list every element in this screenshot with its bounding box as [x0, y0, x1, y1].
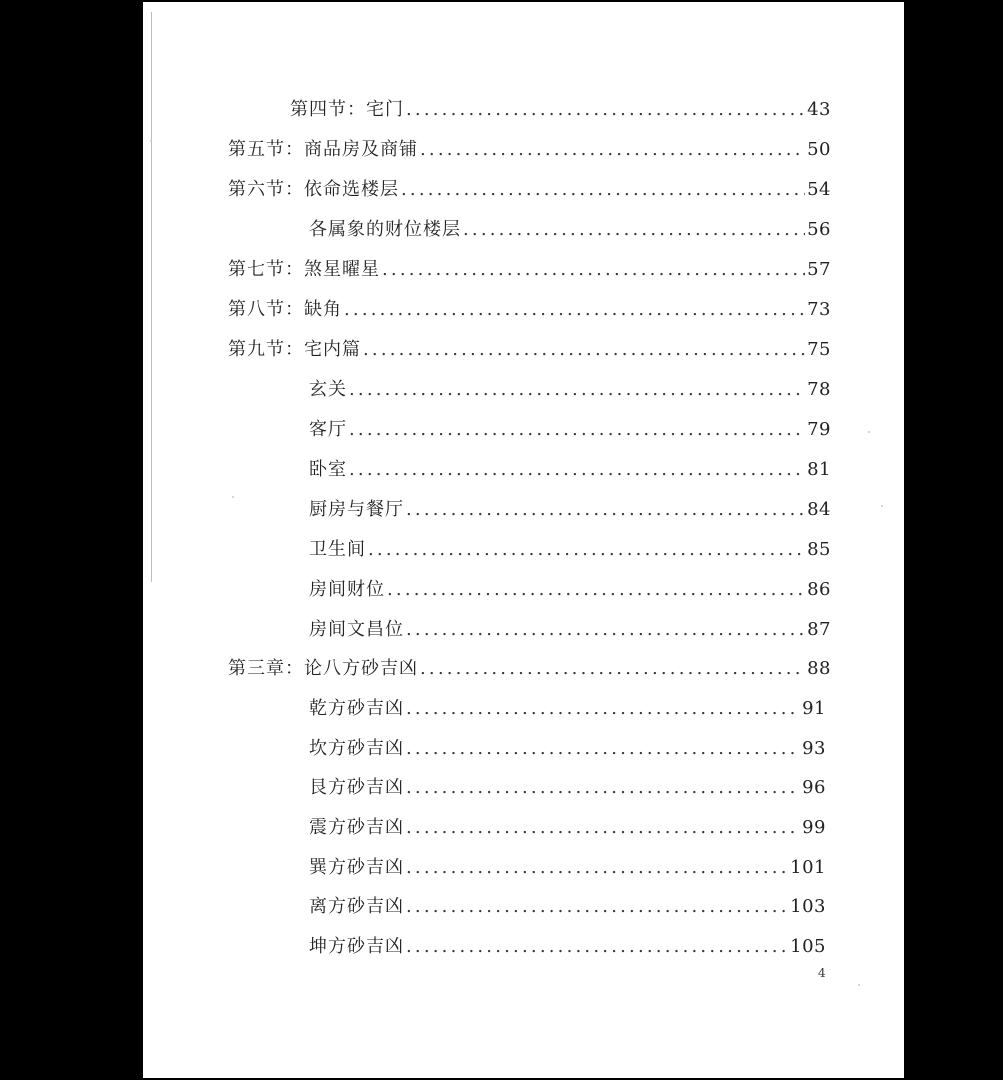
- toc-entry-page: 54: [807, 179, 831, 200]
- toc-entry-page: 85: [807, 539, 831, 560]
- toc-entry-label: 震方砂吉凶: [309, 817, 404, 838]
- toc-leader-dots: [401, 179, 805, 200]
- toc-leader-dots: [387, 579, 805, 600]
- toc-entry-page: 57: [807, 259, 831, 280]
- toc-entry-page: 101: [790, 857, 826, 878]
- page-number: 4: [818, 966, 826, 980]
- toc-entry-page: 43: [807, 99, 831, 120]
- toc-entry-label: 坤方砂吉凶: [309, 936, 404, 957]
- toc-entry: [309, 575, 831, 605]
- toc-entry-label: 客厅: [309, 419, 347, 440]
- toc-entry: [309, 495, 831, 525]
- toc-entry: [309, 694, 826, 724]
- scan-speck: [881, 505, 883, 507]
- toc-entry-page: 78: [807, 379, 831, 400]
- toc-entry-label: 第八节：缺角: [228, 299, 342, 320]
- toc-entry: [309, 215, 831, 245]
- toc-entry-label: 玄关: [309, 379, 347, 400]
- toc-entry-page: 73: [807, 299, 831, 320]
- toc-leader-dots: [344, 299, 805, 320]
- toc-entry: [309, 853, 826, 883]
- toc-leader-dots: [368, 539, 805, 560]
- toc-leader-dots: [349, 419, 805, 440]
- toc-entry-label: 第六节：依命选楼层: [228, 179, 399, 200]
- toc-leader-dots: [406, 817, 800, 838]
- scan-edge-line: [151, 12, 152, 582]
- toc-leader-dots: [420, 658, 805, 679]
- toc-entry-label: 坎方砂吉凶: [309, 738, 404, 759]
- toc-entry-page: 93: [802, 738, 826, 759]
- toc-leader-dots: [406, 936, 788, 957]
- toc-entry: [228, 175, 831, 205]
- toc-leader-dots: [363, 339, 805, 360]
- toc-entry: [309, 773, 826, 803]
- toc-leader-dots: [406, 738, 800, 759]
- toc-entry: [309, 455, 831, 485]
- scan-speck: [232, 496, 234, 498]
- toc-entry: [309, 892, 826, 922]
- toc-entry-label: 离方砂吉凶: [309, 896, 404, 917]
- toc-entry-label: 房间财位: [309, 579, 385, 600]
- toc-entry: [309, 535, 831, 565]
- scan-speck: [868, 431, 870, 433]
- toc-entry-page: 56: [807, 219, 831, 240]
- toc-entry-page: 87: [807, 619, 831, 640]
- toc-leader-dots: [406, 698, 800, 719]
- toc-leader-dots: [406, 857, 788, 878]
- toc-entry-page: 84: [807, 499, 831, 520]
- toc-entry-label: 卧室: [309, 459, 347, 480]
- toc-entry-page: 81: [807, 459, 831, 480]
- toc-entry-label: 厨房与餐厅: [309, 499, 404, 520]
- toc-entry-label: 第九节：宅内篇: [228, 339, 361, 360]
- toc-leader-dots: [463, 219, 805, 240]
- toc-entry-page: 91: [802, 698, 826, 719]
- toc-entry: [228, 335, 831, 365]
- toc-entry: [228, 135, 831, 165]
- toc-leader-dots: [406, 99, 805, 120]
- toc-entry: [309, 932, 826, 962]
- toc-entry: [309, 415, 831, 445]
- toc-entry-label: 巽方砂吉凶: [309, 857, 404, 878]
- toc-entry-page: 103: [790, 896, 826, 917]
- toc-entry-page: 79: [807, 419, 831, 440]
- toc-entry-page: 75: [807, 339, 831, 360]
- toc-leader-dots: [382, 259, 805, 280]
- toc-entry-label: 第七节：煞星曜星: [228, 259, 380, 280]
- toc-entry-page: 99: [802, 817, 826, 838]
- toc-entry-label: 第三章：论八方砂吉凶: [228, 658, 418, 679]
- toc-entry-page: 86: [807, 579, 831, 600]
- toc-entry-label: 卫生间: [309, 539, 366, 560]
- toc-entry: [309, 615, 831, 645]
- toc-entry-label: 艮方砂吉凶: [309, 777, 404, 798]
- toc-entry-label: 第四节：宅门: [290, 99, 404, 120]
- toc-leader-dots: [349, 379, 805, 400]
- scan-speck: [150, 140, 152, 142]
- toc-entry: [309, 375, 831, 405]
- toc-entry-page: 105: [790, 936, 826, 957]
- toc-entry-label: 各属象的财位楼层: [309, 219, 461, 240]
- toc-leader-dots: [406, 619, 805, 640]
- toc-entry: [228, 654, 831, 684]
- toc-entry-label: 乾方砂吉凶: [309, 698, 404, 719]
- toc-leader-dots: [406, 499, 805, 520]
- toc-leader-dots: [406, 896, 788, 917]
- toc-leader-dots: [406, 777, 800, 798]
- toc-entry: [228, 295, 831, 325]
- toc-entry-page: 88: [807, 658, 831, 679]
- toc-entry-label: 房间文昌位: [309, 619, 404, 640]
- toc-entry: [309, 734, 826, 764]
- toc-leader-dots: [420, 139, 805, 160]
- toc-entry-page: 50: [807, 139, 831, 160]
- toc-entry: [290, 95, 831, 125]
- toc-entry: [309, 813, 826, 843]
- toc-entry-page: 96: [802, 777, 826, 798]
- toc-leader-dots: [349, 459, 805, 480]
- scan-speck: [858, 984, 860, 986]
- toc-entry: [228, 255, 831, 285]
- toc-entry-label: 第五节：商品房及商铺: [228, 139, 418, 160]
